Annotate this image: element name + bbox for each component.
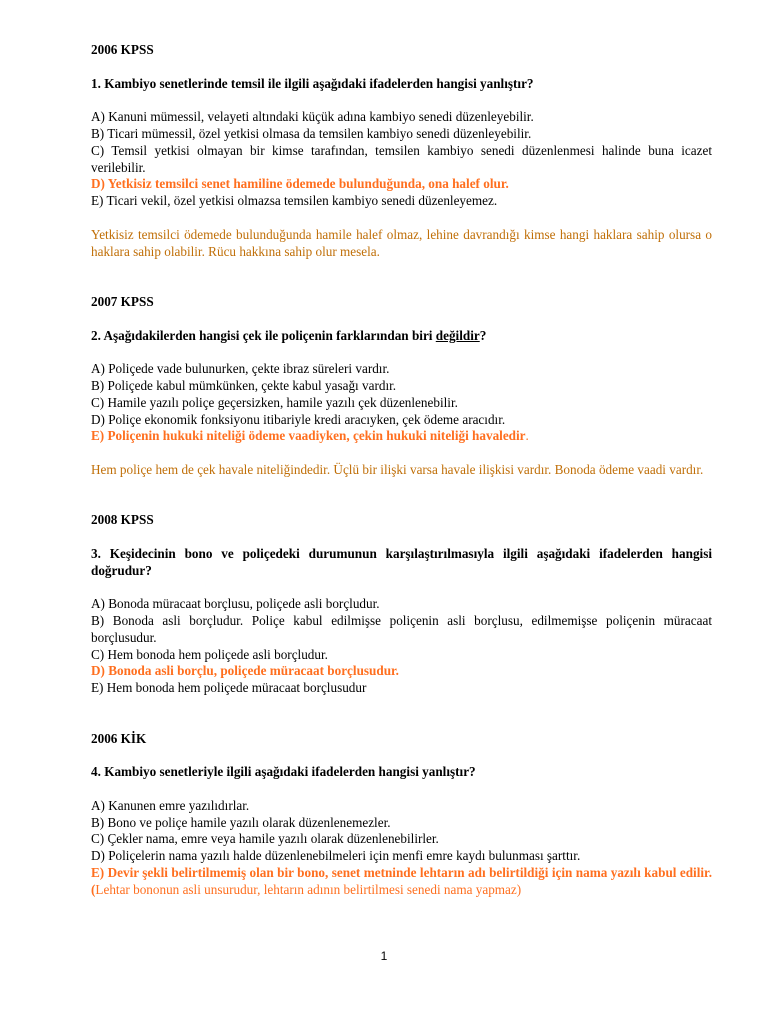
option-d: D) Poliçelerin nama yazılı halde düzenlenebilmeleri için menfi emre kaydı bulunması şarttır. [91,848,581,864]
option-c: C) Temsil yetkisi olmayan bir kimse tarafından, temsilen kambiyo senedi düzenlenmesi halinde buna icazet verilebilir. [91,142,712,175]
question-2: 2. Aşağıdakilerden hangisi çek ile poliçenin farklarından biri değildir? [91,327,487,343]
question-4: 4. Kambiyo senetleriyle ilgili aşağıdaki ifadelerden hangisi yanlıştır? [91,764,476,780]
question-1: 1. Kambiyo senetlerinde temsil ile ilgili aşağıdaki ifadelerden hangisi yanlıştır? [91,75,534,91]
option-c: C) Çekler nama, emre veya hamile yazılı olarak düzenlenebilirler. [91,831,439,847]
explanation-2: Hem poliçe hem de çek havale niteliğindedir. Üçlü bir ilişki varsa havale ilişkisi vardır. Bonoda ödeme vaadi vardır. [91,461,704,477]
explanation-1: Yetkisiz temsilci ödemede bulunduğunda hamile halef olmaz, lehine davrandığı kimse hangi haklara sahip olursa o haklara sahip olabilir. Rücu hakkına sahip olur mesela. [91,226,712,259]
option-c: C) Hem bonoda hem poliçede asli borçludur. [91,646,328,662]
option-a: A) Kanunen emre yazılıdırlar. [91,797,250,813]
option-d-correct-answer: D) Yetkisiz temsilci senet hamiline ödemede bulunduğunda, ona halef olur. [91,176,509,192]
options-4 [91,798,712,899]
question-3: 3. Keşidecinin bono ve poliçedeki durumunun karşılaştırılmasıyla ilgili aşağıdaki ifadelerden hangisi doğrudur? [91,545,712,578]
option-e: E) Ticari vekil, özel yetkisi olmazsa temsilen kambiyo senedi düzenleyemez. [91,193,498,209]
option-b: B) Bono ve poliçe hamile yazılı olarak düzenlenemezler. [91,814,391,830]
document-content [91,42,712,899]
section-title: 2007 KPSS [91,293,154,309]
option-b: B) Poliçede kabul mümkünken, çekte kabul yasağı vardır. [91,377,397,393]
options-1 [91,109,712,210]
option-b: B) Ticari mümessil, özel yetkisi olmasa da temsilen kambiyo senedi düzenleyebilir. [91,125,532,141]
option-e-correct-answer: E) Poliçenin hukuki niteliği ödeme vaadiyken, çekin hukuki niteliği havaledir. [91,428,529,444]
option-e-correct-answer: E) Devir şekli belirtilmemiş olan bir bono, senet metninde lehtarın adı belirtildiği için nama yazılı kabul edilir. (Lehtar bononun asli unsurudur, lehtarın adının belirtilmesi senedi nama yapmaz) [91,865,712,897]
option-c: C) Hamile yazılı poliçe geçersizken, hamile yazılı çek düzenlenebilir. [91,394,458,410]
options-2 [91,361,712,445]
option-e: E) Hem bonoda hem poliçede müracaat borçlusudur [91,680,367,696]
option-b: B) Bonoda asli borçludur. Poliçe kabul edilmişse poliçenin asli borçlusu, edilmemişse poliçenin müracaat borçlusudur. [91,613,712,645]
option-a: A) Bonoda müracaat borçlusu, poliçede asli borçludur. [91,596,380,612]
section-title: 2006 KPSS [91,42,154,57]
page-number: 1 [380,949,388,963]
option-d-correct-answer: D) Bonoda asli borçlu, poliçede müracaat borçlusudur. [91,663,399,679]
option-a: A) Poliçede vade bulunurken, çekte ibraz süreleri vardır. [91,361,390,377]
option-a: A) Kanuni mümessil, velayeti altındaki küçük adına kambiyo senedi düzenleyebilir. [91,109,534,125]
section-title: 2006 KİK [91,730,147,746]
option-d: D) Poliçe ekonomik fonksiyonu itibariyle kredi aracıyken, çek ödeme aracıdır. [91,411,506,427]
options-3 [91,596,712,697]
section-title: 2008 KPSS [91,512,154,528]
